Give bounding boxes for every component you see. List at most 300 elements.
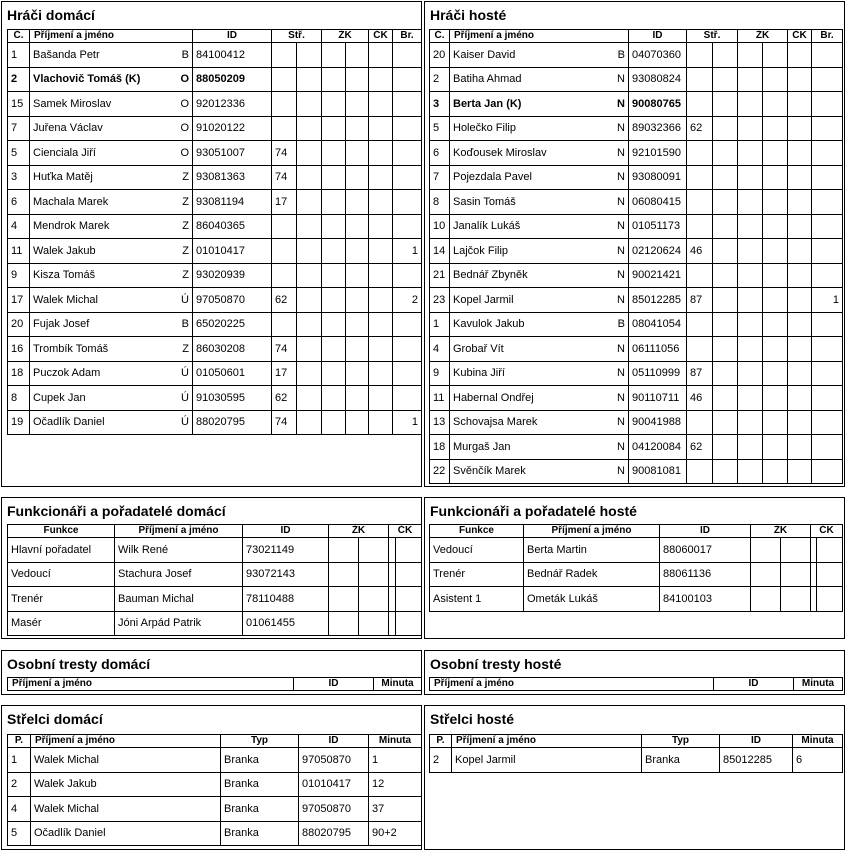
player-substitution-extra bbox=[297, 288, 322, 313]
player-substitution bbox=[272, 239, 297, 264]
player-position: B bbox=[617, 48, 625, 61]
official-yellow-card-extra bbox=[359, 611, 389, 636]
player-red-card bbox=[788, 141, 812, 166]
scorer-id: 88020795 bbox=[299, 821, 369, 846]
player-yellow-card-extra bbox=[763, 288, 788, 313]
player-yellow-card-extra bbox=[346, 165, 369, 190]
player-goals: 1 bbox=[812, 288, 843, 313]
player-yellow-card-extra bbox=[763, 92, 788, 117]
player-goals: 1 bbox=[393, 410, 422, 435]
player-number: 9 bbox=[430, 361, 450, 386]
away-scorers-table bbox=[429, 734, 843, 773]
player-row bbox=[430, 263, 843, 288]
player-row bbox=[8, 43, 422, 68]
player-yellow-card bbox=[322, 361, 346, 386]
player-substitution bbox=[687, 410, 713, 435]
player-row bbox=[8, 361, 422, 386]
player-row bbox=[8, 386, 422, 411]
player-id: 86040365 bbox=[193, 214, 272, 239]
player-name: Cienciala Jiří bbox=[33, 146, 96, 159]
player-red-card bbox=[788, 410, 812, 435]
official-row bbox=[8, 611, 422, 636]
section-title: Hráči domácí bbox=[7, 7, 95, 23]
player-goals bbox=[812, 116, 843, 141]
player-substitution-extra bbox=[297, 214, 322, 239]
player-red-card bbox=[788, 337, 812, 362]
player-position: N bbox=[617, 244, 625, 257]
official-role: Asistent 1 bbox=[430, 587, 524, 612]
official-name: Jóni Arpád Patrik bbox=[115, 611, 243, 636]
player-goals bbox=[393, 312, 422, 337]
player-red-card bbox=[369, 288, 393, 313]
player-position: N bbox=[617, 342, 625, 355]
player-position: N bbox=[617, 440, 625, 453]
player-position: B bbox=[181, 318, 189, 331]
player-number: 3 bbox=[8, 165, 30, 190]
col-name: Příjmení a jméno bbox=[115, 525, 243, 538]
player-yellow-card-extra bbox=[763, 337, 788, 362]
player-position: Z bbox=[182, 195, 189, 208]
player-row bbox=[8, 410, 422, 435]
player-yellow-card-extra bbox=[346, 410, 369, 435]
player-id: 01051173 bbox=[629, 214, 687, 239]
scorer-minute: 6 bbox=[793, 748, 843, 773]
player-red-card bbox=[788, 288, 812, 313]
player-row bbox=[430, 141, 843, 166]
player-goals bbox=[393, 67, 422, 92]
player-row bbox=[8, 165, 422, 190]
player-id: 91030595 bbox=[193, 386, 272, 411]
player-red-card bbox=[788, 263, 812, 288]
player-name-cell bbox=[450, 116, 629, 141]
player-name-cell bbox=[450, 239, 629, 264]
player-substitution: 17 bbox=[272, 190, 297, 215]
player-yellow-card bbox=[322, 337, 346, 362]
player-substitution bbox=[687, 312, 713, 337]
player-yellow-card bbox=[738, 337, 763, 362]
col-red-card: ČK bbox=[788, 30, 812, 43]
player-number: 8 bbox=[8, 386, 30, 411]
player-yellow-card bbox=[322, 386, 346, 411]
official-name: Berta Martin bbox=[524, 538, 660, 563]
official-red-card-extra bbox=[817, 562, 843, 587]
home-scorers-panel bbox=[1, 705, 422, 850]
player-yellow-card bbox=[322, 92, 346, 117]
player-yellow-card-extra bbox=[763, 214, 788, 239]
player-name: Kisza Tomáš bbox=[33, 269, 96, 282]
official-yellow-card bbox=[751, 538, 781, 563]
player-position: Ú bbox=[181, 416, 189, 429]
player-name: Janalík Lukáš bbox=[453, 220, 521, 233]
player-name-cell bbox=[30, 337, 193, 362]
player-yellow-card-extra bbox=[346, 263, 369, 288]
player-row bbox=[8, 67, 422, 92]
player-name: Fujak Josef bbox=[33, 318, 90, 331]
player-id: 93080824 bbox=[629, 67, 687, 92]
player-position: N bbox=[617, 220, 625, 233]
player-yellow-card bbox=[322, 190, 346, 215]
official-row bbox=[8, 562, 422, 587]
player-substitution: 74 bbox=[272, 165, 297, 190]
player-yellow-card-extra bbox=[763, 386, 788, 411]
player-number: 16 bbox=[8, 337, 30, 362]
home-players-table bbox=[7, 29, 422, 435]
player-red-card bbox=[369, 141, 393, 166]
official-yellow-card bbox=[751, 587, 781, 612]
home-scorers-table bbox=[7, 734, 422, 846]
player-id: 65020225 bbox=[193, 312, 272, 337]
player-yellow-card-extra bbox=[346, 361, 369, 386]
player-yellow-card bbox=[322, 43, 346, 68]
scorer-id: 97050870 bbox=[299, 748, 369, 773]
col-red-card: ČK bbox=[369, 30, 393, 43]
official-row bbox=[8, 587, 422, 612]
player-yellow-card bbox=[738, 190, 763, 215]
player-goals bbox=[812, 435, 843, 460]
player-yellow-card bbox=[738, 386, 763, 411]
player-name-cell bbox=[450, 410, 629, 435]
player-number: 14 bbox=[430, 239, 450, 264]
official-name: Stachura Josef bbox=[115, 562, 243, 587]
player-yellow-card bbox=[322, 214, 346, 239]
player-row bbox=[430, 410, 843, 435]
player-name-cell bbox=[450, 288, 629, 313]
player-name: Puczok Adam bbox=[33, 367, 101, 380]
player-yellow-card-extra bbox=[346, 116, 369, 141]
player-number: 6 bbox=[430, 141, 450, 166]
player-substitution: 62 bbox=[687, 116, 713, 141]
player-goals bbox=[393, 43, 422, 68]
player-name-cell bbox=[30, 67, 193, 92]
player-number: 21 bbox=[430, 263, 450, 288]
player-yellow-card bbox=[738, 435, 763, 460]
player-name-cell bbox=[450, 190, 629, 215]
player-substitution-extra bbox=[297, 67, 322, 92]
scorer-minute: 37 bbox=[369, 797, 422, 822]
player-substitution-extra bbox=[297, 165, 322, 190]
col-number: Č. bbox=[430, 30, 450, 43]
player-number: 4 bbox=[430, 337, 450, 362]
player-substitution-extra bbox=[713, 67, 738, 92]
player-substitution bbox=[687, 141, 713, 166]
player-substitution bbox=[272, 312, 297, 337]
scorer-name: Kopel Jarmil bbox=[452, 748, 642, 773]
player-yellow-card-extra bbox=[763, 67, 788, 92]
player-red-card bbox=[369, 116, 393, 141]
player-substitution-extra bbox=[297, 361, 322, 386]
col-name: Příjmení a jméno bbox=[450, 30, 629, 43]
player-number: 1 bbox=[8, 43, 30, 68]
player-red-card bbox=[788, 435, 812, 460]
official-yellow-card bbox=[329, 587, 359, 612]
player-substitution-extra bbox=[713, 288, 738, 313]
section-title: Osobní tresty hosté bbox=[430, 656, 562, 672]
player-row bbox=[430, 214, 843, 239]
player-substitution bbox=[687, 165, 713, 190]
player-position: N bbox=[617, 465, 625, 478]
player-position: Z bbox=[182, 244, 189, 257]
player-substitution: 46 bbox=[687, 386, 713, 411]
player-goals bbox=[812, 67, 843, 92]
player-red-card bbox=[369, 190, 393, 215]
player-position: N bbox=[617, 122, 625, 135]
player-yellow-card-extra bbox=[763, 263, 788, 288]
col-yellow-card: ŽK bbox=[329, 525, 389, 538]
player-red-card bbox=[788, 92, 812, 117]
player-red-card bbox=[788, 43, 812, 68]
player-substitution-extra bbox=[713, 337, 738, 362]
col-minute: Minuta bbox=[794, 678, 843, 691]
player-goals: 2 bbox=[393, 288, 422, 313]
player-goals bbox=[812, 43, 843, 68]
player-name-cell bbox=[450, 435, 629, 460]
player-name: Sasin Tomáš bbox=[453, 195, 516, 208]
player-row bbox=[8, 239, 422, 264]
player-row bbox=[430, 459, 843, 484]
player-id: 04070360 bbox=[629, 43, 687, 68]
player-substitution: 62 bbox=[687, 435, 713, 460]
player-substitution-extra bbox=[297, 92, 322, 117]
official-id: 88060017 bbox=[660, 538, 751, 563]
player-yellow-card bbox=[738, 165, 763, 190]
player-position: N bbox=[617, 171, 625, 184]
player-red-card bbox=[369, 67, 393, 92]
player-red-card bbox=[788, 116, 812, 141]
player-substitution-extra bbox=[713, 190, 738, 215]
player-yellow-card-extra bbox=[346, 43, 369, 68]
player-yellow-card bbox=[322, 312, 346, 337]
player-substitution-extra bbox=[297, 43, 322, 68]
player-number: 15 bbox=[8, 92, 30, 117]
player-position: N bbox=[617, 195, 625, 208]
col-id: ID bbox=[714, 678, 794, 691]
player-substitution: 46 bbox=[687, 239, 713, 264]
player-red-card bbox=[369, 43, 393, 68]
player-name-cell bbox=[30, 312, 193, 337]
player-substitution bbox=[687, 43, 713, 68]
player-yellow-card bbox=[738, 361, 763, 386]
player-name: Schovajsa Marek bbox=[453, 416, 538, 429]
player-name: Batiha Ahmad bbox=[453, 73, 522, 86]
section-title: Funkcionáři a pořadatelé hosté bbox=[430, 503, 637, 519]
player-name-cell bbox=[30, 288, 193, 313]
player-name: Lajčok Filip bbox=[453, 244, 509, 257]
player-substitution-extra bbox=[713, 459, 738, 484]
player-row bbox=[8, 141, 422, 166]
official-yellow-card-extra bbox=[359, 587, 389, 612]
player-goals bbox=[812, 410, 843, 435]
player-row bbox=[8, 190, 422, 215]
player-name-cell bbox=[450, 141, 629, 166]
player-substitution-extra bbox=[713, 361, 738, 386]
player-yellow-card bbox=[322, 288, 346, 313]
player-name: Walek Michal bbox=[33, 293, 98, 306]
col-name: Příjmení a jméno bbox=[524, 525, 660, 538]
player-position: Z bbox=[182, 269, 189, 282]
player-name-cell bbox=[450, 67, 629, 92]
player-substitution-extra bbox=[297, 386, 322, 411]
player-goals bbox=[812, 92, 843, 117]
player-id: 91020122 bbox=[193, 116, 272, 141]
col-substitution: Stř. bbox=[272, 30, 322, 43]
player-goals bbox=[812, 312, 843, 337]
player-substitution: 87 bbox=[687, 361, 713, 386]
player-id: 90080765 bbox=[629, 92, 687, 117]
player-row bbox=[430, 67, 843, 92]
official-role: Trenér bbox=[8, 587, 115, 612]
player-goals bbox=[393, 337, 422, 362]
player-red-card bbox=[369, 386, 393, 411]
scorer-type: Branka bbox=[642, 748, 720, 773]
official-red-card-extra bbox=[817, 538, 843, 563]
home-officials-panel bbox=[1, 497, 422, 639]
player-goals bbox=[812, 386, 843, 411]
player-id: 85012285 bbox=[629, 288, 687, 313]
player-name-cell bbox=[30, 361, 193, 386]
official-id: 84100103 bbox=[660, 587, 751, 612]
official-name: Ometák Lukáš bbox=[524, 587, 660, 612]
player-number: 23 bbox=[430, 288, 450, 313]
official-id: 88061136 bbox=[660, 562, 751, 587]
player-goals: 1 bbox=[393, 239, 422, 264]
official-yellow-card bbox=[751, 562, 781, 587]
official-id: 01061455 bbox=[243, 611, 329, 636]
player-goals bbox=[393, 190, 422, 215]
player-name: Pojezdala Pavel bbox=[453, 171, 532, 184]
player-name: Samek Miroslav bbox=[33, 97, 112, 110]
home-penalties-table bbox=[7, 677, 422, 691]
player-number: 6 bbox=[8, 190, 30, 215]
scorer-order: 2 bbox=[8, 772, 31, 797]
player-name-cell bbox=[450, 43, 629, 68]
col-name: Příjmení a jméno bbox=[430, 678, 714, 691]
player-position: B bbox=[617, 318, 625, 331]
player-yellow-card bbox=[322, 263, 346, 288]
player-red-card bbox=[369, 214, 393, 239]
player-position: N bbox=[617, 146, 625, 159]
player-id: 02120624 bbox=[629, 239, 687, 264]
section-title: Hráči hosté bbox=[430, 7, 507, 23]
player-goals bbox=[393, 263, 422, 288]
col-id: ID bbox=[660, 525, 751, 538]
player-name: Svěnčík Marek bbox=[453, 465, 526, 478]
official-yellow-card-extra bbox=[359, 538, 389, 563]
scorer-type: Branka bbox=[221, 772, 299, 797]
player-name: Očadlík Daniel bbox=[33, 416, 105, 429]
player-substitution-extra bbox=[713, 116, 738, 141]
col-type: Typ bbox=[642, 735, 720, 748]
official-red-card-extra bbox=[396, 587, 422, 612]
player-row bbox=[8, 288, 422, 313]
player-name: Kavulok Jakub bbox=[453, 318, 525, 331]
player-red-card bbox=[788, 165, 812, 190]
player-yellow-card-extra bbox=[346, 288, 369, 313]
player-goals bbox=[812, 214, 843, 239]
player-substitution bbox=[272, 263, 297, 288]
official-red-card bbox=[389, 587, 396, 612]
official-red-card bbox=[389, 562, 396, 587]
player-substitution-extra bbox=[713, 239, 738, 264]
away-officials-panel bbox=[424, 497, 845, 639]
player-substitution bbox=[687, 459, 713, 484]
player-red-card bbox=[369, 239, 393, 264]
scorer-name: Walek Michal bbox=[31, 748, 221, 773]
player-substitution-extra bbox=[297, 312, 322, 337]
player-name-cell bbox=[450, 263, 629, 288]
official-id: 93072143 bbox=[243, 562, 329, 587]
player-goals bbox=[812, 263, 843, 288]
scorer-row bbox=[430, 748, 843, 773]
col-order: P. bbox=[8, 735, 31, 748]
col-id: ID bbox=[720, 735, 793, 748]
official-yellow-card bbox=[329, 562, 359, 587]
player-red-card bbox=[369, 92, 393, 117]
home-penalties-panel bbox=[1, 650, 422, 695]
player-substitution-extra bbox=[713, 435, 738, 460]
official-role: Hlavní pořadatel bbox=[8, 538, 115, 563]
away-officials-table bbox=[429, 524, 843, 612]
player-substitution: 87 bbox=[687, 288, 713, 313]
player-red-card bbox=[788, 239, 812, 264]
player-number: 2 bbox=[430, 67, 450, 92]
scorer-id: 85012285 bbox=[720, 748, 793, 773]
scorer-order: 5 bbox=[8, 821, 31, 846]
player-yellow-card bbox=[322, 239, 346, 264]
player-position: N bbox=[617, 367, 625, 380]
player-goals bbox=[393, 214, 422, 239]
player-yellow-card bbox=[738, 239, 763, 264]
player-position: N bbox=[617, 391, 625, 404]
player-red-card bbox=[788, 190, 812, 215]
player-id: 93080091 bbox=[629, 165, 687, 190]
player-red-card bbox=[369, 165, 393, 190]
player-goals bbox=[812, 190, 843, 215]
official-red-card-extra bbox=[396, 562, 422, 587]
player-row bbox=[430, 386, 843, 411]
player-yellow-card-extra bbox=[346, 214, 369, 239]
player-name: Huťka Matěj bbox=[33, 171, 93, 184]
player-name-cell bbox=[450, 92, 629, 117]
player-goals bbox=[393, 165, 422, 190]
player-red-card bbox=[788, 361, 812, 386]
player-yellow-card bbox=[738, 92, 763, 117]
player-yellow-card bbox=[322, 410, 346, 435]
player-substitution-extra bbox=[297, 410, 322, 435]
player-substitution bbox=[272, 43, 297, 68]
player-position: Ú bbox=[181, 367, 189, 380]
player-yellow-card-extra bbox=[346, 141, 369, 166]
player-red-card bbox=[788, 214, 812, 239]
player-row bbox=[430, 116, 843, 141]
scorer-type: Branka bbox=[221, 748, 299, 773]
player-substitution-extra bbox=[297, 141, 322, 166]
scorer-row bbox=[8, 797, 422, 822]
player-position: N bbox=[617, 269, 625, 282]
player-number: 17 bbox=[8, 288, 30, 313]
home-officials-table bbox=[7, 524, 422, 636]
player-name-cell bbox=[30, 214, 193, 239]
player-yellow-card-extra bbox=[763, 190, 788, 215]
official-yellow-card-extra bbox=[359, 562, 389, 587]
player-row bbox=[8, 263, 422, 288]
col-yellow-card: ŽK bbox=[738, 30, 788, 43]
player-number: 5 bbox=[8, 141, 30, 166]
player-position: N bbox=[617, 416, 625, 429]
col-id: ID bbox=[193, 30, 272, 43]
player-substitution bbox=[272, 92, 297, 117]
player-name-cell bbox=[30, 239, 193, 264]
official-red-card-extra bbox=[817, 587, 843, 612]
